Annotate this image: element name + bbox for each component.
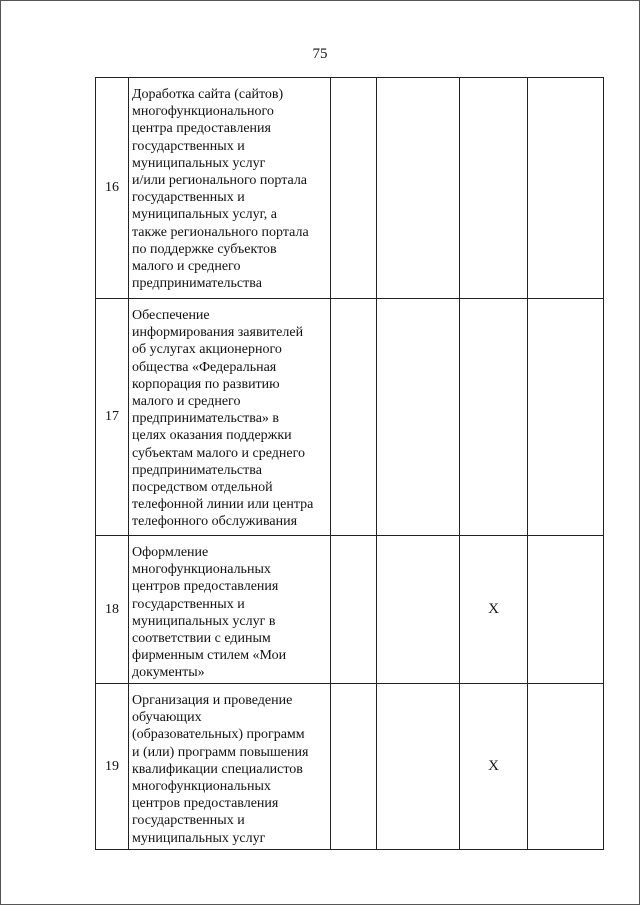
row-cell-1 [331, 536, 377, 684]
table-row [96, 299, 604, 536]
row-cell-3 [460, 78, 528, 299]
row-cell-3: X [460, 684, 528, 850]
row-cell-4 [528, 78, 604, 299]
row-cell-1 [331, 78, 377, 299]
row-cell-2 [377, 299, 460, 536]
row-cell-3 [460, 299, 528, 536]
table-row [96, 78, 604, 299]
row-description: Доработка сайта (сайтов) многофункционального центра предоставления государственных и муниципальных услуг и/или регионального портала государственных и муниципальных услуг, а также регионального портала по поддержке субъектов малого и среднего предпринимательства [129, 78, 331, 299]
row-description: Оформление многофункциональных центров предоставления государственных и муниципальных услуг в соответствии с единым фирменным стилем «Мои документы» [129, 536, 331, 684]
row-number: 16 [96, 78, 129, 299]
page-number: 75 [312, 46, 328, 62]
row-number: 18 [96, 536, 129, 684]
activities-table [95, 77, 604, 850]
row-number: 17 [96, 299, 129, 536]
row-cell-2 [377, 684, 460, 850]
row-cell-1 [331, 684, 377, 850]
row-cell-1 [331, 299, 377, 536]
table-row [96, 536, 604, 684]
row-description: Обеспечение информирования заявителей об услугах акционерного общества «Федеральная корпорация по развитию малого и среднего предпринимательства» в целях оказания поддержки субъектам малого и среднего предпринимательства посредством отдельной телефонной линии или центра телефонного обслуживания [129, 299, 331, 536]
row-cell-2 [377, 78, 460, 299]
row-cell-4 [528, 536, 604, 684]
row-description: Организация и проведение обучающих (образовательных) программ и (или) программ повышения квалификации специалистов многофункциональных центров предоставления государственных и муниципальных услуг [129, 684, 331, 850]
row-cell-2 [377, 536, 460, 684]
row-cell-4 [528, 299, 604, 536]
row-cell-3: X [460, 536, 528, 684]
table-row [96, 684, 604, 850]
row-cell-4 [528, 684, 604, 850]
row-number: 19 [96, 684, 129, 850]
